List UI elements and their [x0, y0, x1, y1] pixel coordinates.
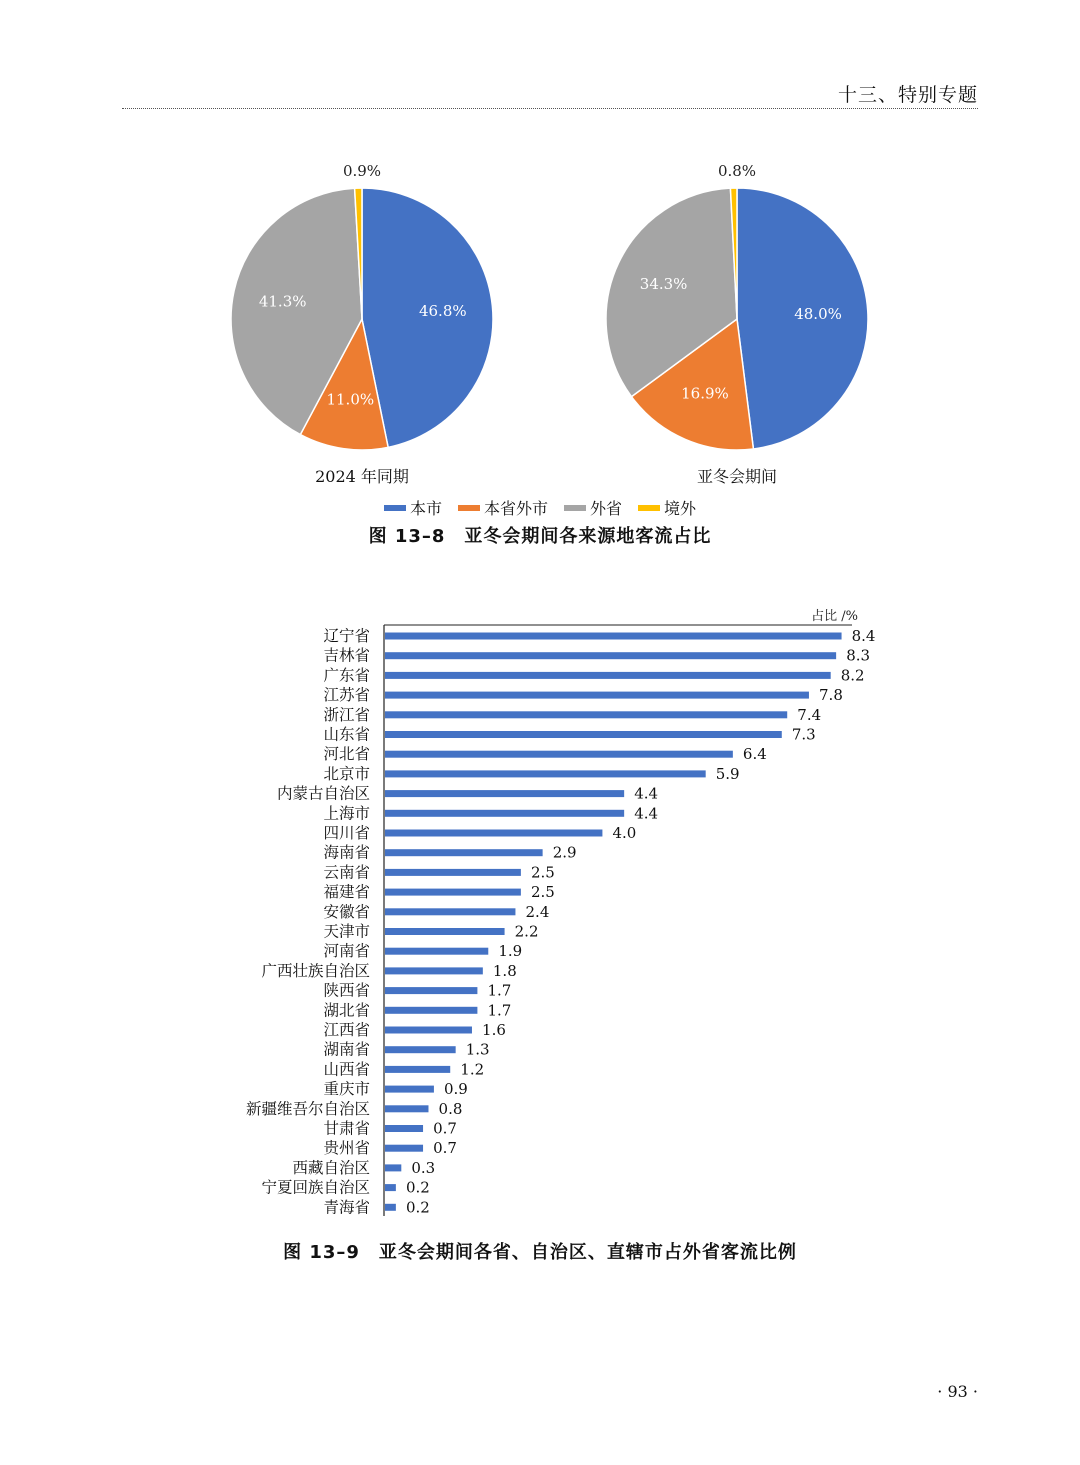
- value-label: 2.5: [530, 863, 555, 882]
- bar: [385, 987, 477, 994]
- category-label: 江西省: [323, 1021, 370, 1039]
- bar-row: [292, 1159, 435, 1177]
- section-title: 十三、特别专题: [837, 84, 978, 106]
- pie-title: 2024 年同期: [315, 467, 409, 486]
- category-label: 上海市: [323, 804, 370, 823]
- bar: [385, 1027, 472, 1034]
- category-label: 新疆维吾尔自治区: [245, 1099, 370, 1118]
- header-divider: [122, 108, 978, 109]
- category-label: 广东省: [323, 666, 370, 685]
- bar-row: [323, 1139, 456, 1157]
- bar-row: [323, 666, 864, 684]
- value-label: 0.3: [411, 1158, 436, 1177]
- legend-label-other-province: 外省: [590, 499, 623, 518]
- bar: [385, 751, 733, 758]
- bar-row: [323, 942, 522, 960]
- value-label: 1.6: [482, 1021, 506, 1039]
- pie-label-other-province: 41.3%: [258, 292, 307, 311]
- category-label: 宁夏回族自治区: [261, 1178, 370, 1197]
- bar-row: [323, 824, 636, 842]
- bar-row: [323, 745, 766, 763]
- bar: [385, 908, 515, 915]
- bar-row: [323, 981, 511, 1000]
- category-label: 浙江省: [323, 705, 370, 724]
- bar: [385, 790, 624, 797]
- category-label: 山东省: [323, 725, 370, 744]
- bar-row: [323, 706, 821, 724]
- category-label: 安徽省: [323, 902, 370, 921]
- category-label: 天津市: [323, 922, 370, 941]
- value-label: 7.3: [791, 725, 816, 744]
- legend-label-local: 本市: [409, 499, 442, 518]
- bar: [385, 849, 543, 856]
- category-label: 西藏自治区: [292, 1158, 370, 1177]
- category-label: 四川省: [323, 824, 370, 842]
- bar-row: [323, 685, 842, 704]
- category-label: 陕西省: [323, 981, 370, 1000]
- bar: [385, 1164, 401, 1171]
- bar-row: [323, 883, 554, 901]
- value-label: 4.4: [634, 784, 659, 803]
- value-label: 1.3: [465, 1040, 490, 1059]
- bar-row: [323, 765, 739, 783]
- value-label: 8.4: [851, 627, 876, 645]
- value-label: 0.8: [438, 1099, 463, 1118]
- bar-row: [277, 785, 658, 803]
- bar: [385, 1046, 456, 1053]
- pie-label-overseas: 0.9%: [342, 162, 382, 180]
- pie-chart-1: [231, 162, 493, 486]
- category-label: 广西壮族自治区: [261, 961, 370, 980]
- value-label: 1.9: [498, 942, 523, 961]
- bar: [385, 1086, 434, 1093]
- bar: [385, 1184, 396, 1191]
- bar: [385, 1125, 423, 1132]
- value-label: 5.9: [715, 764, 740, 783]
- legend-swatch-local: [384, 505, 406, 511]
- legend-item-local: [384, 496, 442, 519]
- figure-13-9-caption: 图 13–9 亚冬会期间各省、自治区、直辖市占外省客流比例: [283, 1242, 797, 1263]
- bar: [385, 869, 521, 876]
- bar-row: [323, 726, 815, 744]
- value-label: 0.2: [405, 1178, 430, 1197]
- category-label: 福建省: [323, 883, 370, 902]
- bar-row: [323, 1021, 505, 1039]
- category-label: 湖南省: [323, 1040, 370, 1059]
- value-label: 7.4: [797, 705, 822, 724]
- bar: [385, 948, 488, 955]
- figure-13-8-caption: 图 13–8 亚冬会期间各来源地客流占比: [368, 526, 712, 547]
- value-label: 8.2: [840, 666, 865, 685]
- category-label: 河南省: [323, 942, 370, 961]
- value-label: 8.3: [846, 646, 871, 665]
- category-label: 贵州省: [323, 1139, 370, 1158]
- value-label: 0.7: [433, 1139, 457, 1158]
- bar-row: [261, 1179, 429, 1197]
- bar-row: [323, 1198, 429, 1216]
- bar: [385, 672, 831, 679]
- bar-row: [323, 1080, 467, 1098]
- bar-row: [323, 1041, 489, 1059]
- bar-row: [323, 1119, 456, 1138]
- legend-swatch-other-city: [458, 505, 480, 511]
- bar-row: [323, 844, 576, 862]
- category-label: 内蒙古自治区: [276, 784, 370, 803]
- bar: [385, 1145, 423, 1152]
- category-label: 山西省: [323, 1060, 370, 1079]
- legend-item-other-province: [564, 496, 622, 519]
- pie-label-local: 48.0%: [794, 304, 842, 323]
- value-label: 7.8: [819, 686, 843, 705]
- category-label: 海南省: [323, 843, 370, 862]
- bar: [385, 830, 602, 837]
- value-label: 6.4: [742, 745, 767, 764]
- pie-label-other-province: 34.3%: [639, 275, 688, 294]
- value-label: 1.2: [460, 1060, 485, 1079]
- legend-swatch-other-province: [564, 505, 586, 511]
- bar-row: [323, 627, 875, 645]
- bar: [385, 889, 521, 896]
- value-label: 2.9: [552, 843, 577, 862]
- pie-charts-figure: [0, 150, 1080, 530]
- bar: [385, 692, 809, 699]
- legend-label-other-city: 本省外市: [483, 499, 548, 518]
- legend-item-other-city: [458, 496, 548, 519]
- category-label: 湖北省: [323, 1001, 370, 1020]
- category-label: 河北省: [323, 745, 370, 764]
- bar-row: [261, 962, 516, 980]
- bar: [385, 1204, 396, 1211]
- value-label: 0.2: [405, 1198, 430, 1217]
- value-label: 1.7: [487, 1001, 512, 1020]
- value-label: 1.7: [487, 981, 512, 1000]
- bar: [385, 810, 624, 817]
- bar: [385, 1066, 450, 1073]
- legend-label-overseas: 境外: [664, 499, 697, 518]
- value-label: 2.4: [525, 902, 550, 921]
- value-label: 2.5: [530, 883, 555, 902]
- bar: [385, 633, 842, 640]
- category-label: 重庆市: [323, 1080, 370, 1099]
- value-label: 0.7: [433, 1119, 457, 1138]
- unit-label: 占比 /%: [811, 609, 858, 624]
- pie-chart-2: [606, 162, 868, 486]
- pie-label-other-city: 16.9%: [681, 384, 729, 403]
- bar-row: [323, 647, 870, 665]
- category-label: 甘肃省: [323, 1119, 370, 1138]
- category-label: 辽宁省: [323, 627, 370, 645]
- category-label: 青海省: [323, 1198, 370, 1217]
- bar-row: [323, 804, 658, 822]
- bar-row: [323, 1060, 484, 1078]
- legend-swatch-overseas: [638, 505, 660, 511]
- value-label: 4.0: [612, 824, 637, 842]
- bar-row: [323, 1001, 511, 1019]
- bar-row: [246, 1100, 462, 1118]
- value-label: 4.4: [634, 804, 659, 823]
- pie-label-overseas: 0.8%: [717, 162, 757, 180]
- category-label: 江苏省: [323, 686, 370, 705]
- bar-row: [323, 903, 549, 921]
- category-label: 云南省: [323, 863, 370, 882]
- bar: [385, 770, 706, 777]
- bar-row: [323, 923, 538, 941]
- pie-label-local: 46.8%: [418, 301, 467, 320]
- bar: [385, 1007, 477, 1014]
- bar-row: [323, 863, 554, 881]
- bar: [385, 967, 483, 974]
- bar: [385, 731, 782, 738]
- pie-legend: [0, 496, 1080, 519]
- value-label: 0.9: [443, 1080, 468, 1099]
- page-number: · 93 ·: [937, 1382, 978, 1401]
- bar: [385, 652, 836, 659]
- category-label: 北京市: [323, 764, 370, 783]
- bar: [385, 928, 505, 935]
- legend-item-overseas: [638, 496, 696, 519]
- pie-title: 亚冬会期间: [696, 467, 778, 486]
- value-label: 2.2: [514, 922, 539, 941]
- bar: [385, 711, 787, 718]
- value-label: 1.8: [492, 961, 517, 980]
- province-bar-chart: [0, 600, 1080, 1230]
- category-label: 吉林省: [323, 646, 370, 665]
- pie-label-other-city: 11.0%: [326, 390, 375, 409]
- bar: [385, 1105, 428, 1112]
